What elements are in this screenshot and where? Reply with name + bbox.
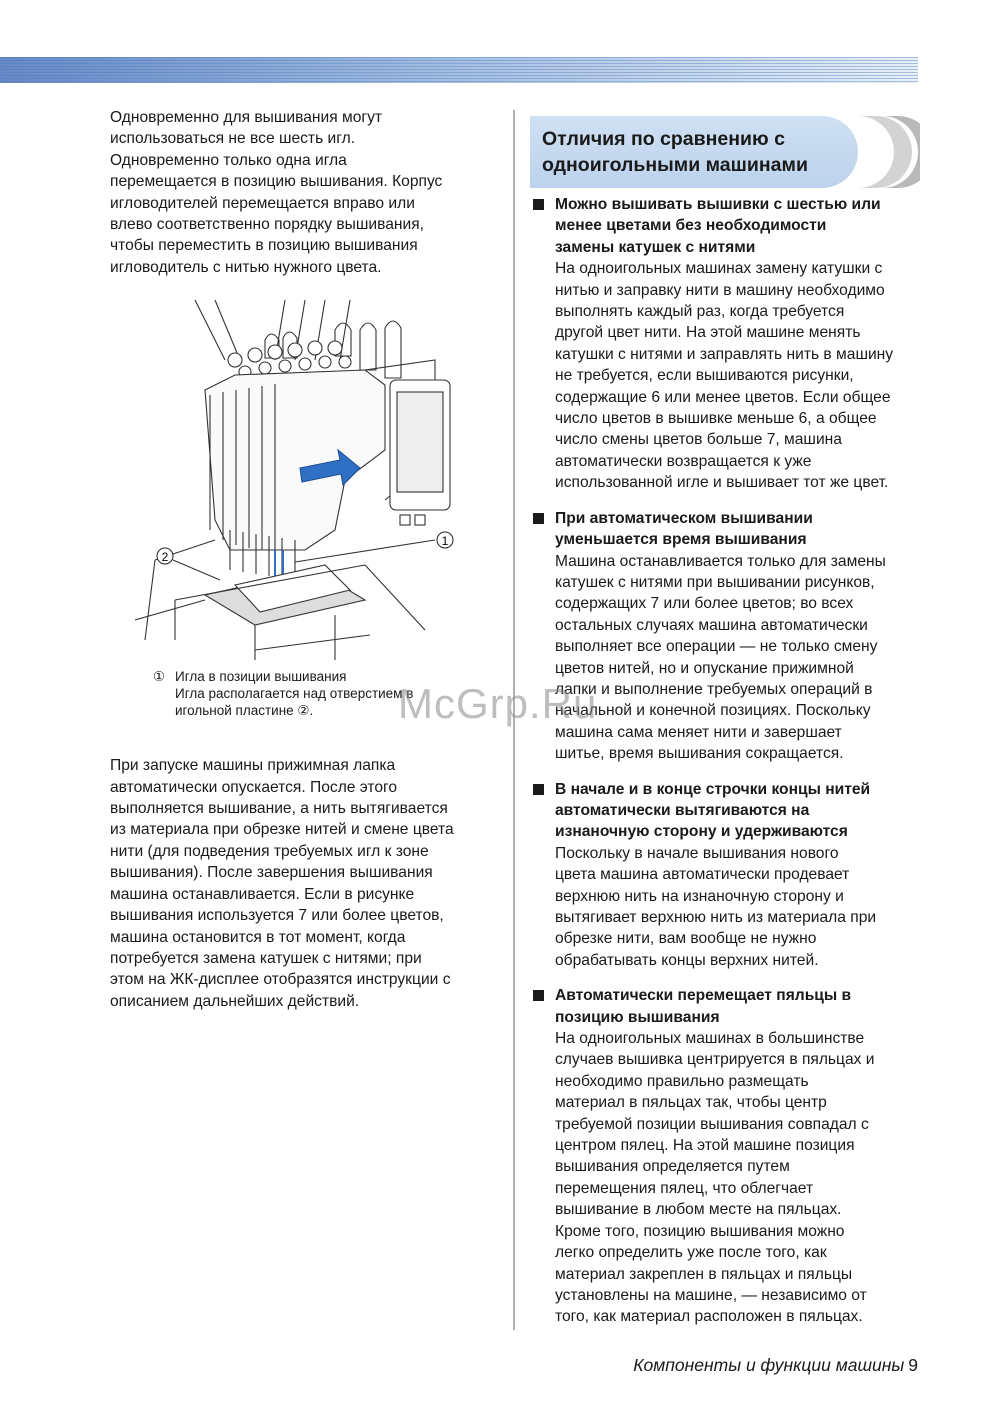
page-footer: [633, 1355, 918, 1376]
header-band: [0, 57, 918, 83]
section-heading: [530, 116, 920, 188]
body-paragraph: При запуске машины прижимная лапка автоматически опускается. После этого выполняется вышивание, а нить вытягивается из материала при обрезке нитей и смене цвета нити (для подведения требуемых игл к зоне вышивания). После завершения вышивания машина останавливается. Если в рисунке вышивания используется 7 или более цветов, машина остановится в тот момент, когда потребуется замена катушек с нитями; при этом на ЖК-дисплее отобразятся инструкции с описанием дальнейших действий.: [110, 757, 454, 1010]
feature-body: На одноигольных машинах в большинстве случаев вышивка центрируется в пяльцах и необходимо правильно размещать материал в пяльцах так, чтобы центр требуемой позиции вышивания совпадал с центром пялец. На этой машине позиция вышивания определяется путем перемещения пялец, что облегчает вышивание в любом месте на пяльцах. Кроме того, позицию вышивания можно легко определить уже после того, как материал закреплен в пяльцах и пяльцы установлены на машине, — независимо от того, как материал расположен в пяльцах.: [555, 1030, 875, 1326]
feature-body: На одноигольных машинах замену катушки с нитью и заправку нити в машину необходимо выполнять каждый раз, когда требуется другой цвет нити. На этой машине менять катушки с нитями и заправлять нить в машину не требуется, если вышиваются рисунки, содержащие 6 или менее цветов. Если общее число цветов в вышивке меньше 6, а общее число смены цветов больше 7, машина автоматически возвращается к уже использованной игле и вышивает тот же цвет.: [555, 260, 894, 492]
svg-text:2: 2: [161, 550, 169, 565]
feature-heading: Автоматически перемещает пяльцы в позицию вышивания: [555, 987, 852, 1026]
bullet-square-icon: [533, 990, 544, 1001]
callout-1: [437, 532, 453, 548]
section-title: Отличия по сравнению с одноигольными машинами: [542, 128, 808, 176]
machine-figure: [135, 300, 505, 660]
feature-item: [530, 779, 920, 972]
bullet-square-icon: [533, 199, 544, 210]
feature-heading: В начале и в конце строчки концы нитей автоматически вытягиваются на изнаночную сторону и удерживаются: [555, 780, 871, 841]
page-number: 9: [908, 1355, 918, 1375]
caption-title: Игла в позиции вышивания: [175, 669, 347, 685]
right-column: [530, 116, 920, 1342]
watermark: McGrp.Ru: [398, 680, 598, 727]
feature-body: Поскольку в начале вышивания нового цвета машина автоматически продевает верхнюю нить на изнаночную сторону и вытягивает верхнюю нить из материала при обрезке нити, вам вообще не нужно обрабатывать концы верхних нитей.: [555, 844, 877, 969]
feature-heading: Можно вышивать вышивки с шестью или менее цветами без необходимости замены катушек с нитями: [555, 196, 881, 256]
feature-body: Машина останавливается только для замены катушек с нитями при вышивании рисунков, содержащих 7 или более цветов; во всех остальных случаях машина автоматически выполняет все операции — не только смену цветов нитей, но и опускание прижимной лапки и выполнение требуемых операций в начальной и конечной позициях. Поскольку машина сама меняет нити и завершает шитье, время вышивания сокращается.: [555, 552, 886, 763]
intro-paragraph: Одновременно для вышивания могут использоваться не все шесть игл. Одновременно только одна игла перемещается в позицию вышивания. Корпус игловодителей перемещается вправо или влево соответственно порядку вышивания, чтобы переместить в позицию вышивания игловодитель с нитью нужного цвета.: [110, 109, 443, 276]
embroidery-machine-illustration: [135, 300, 505, 660]
footer-section-name: Компоненты и функции машины: [633, 1355, 905, 1375]
caption-line-2: Игла располагается над отверстием в: [175, 686, 414, 702]
caption-number: ①: [153, 669, 166, 685]
svg-text:1: 1: [441, 534, 449, 549]
caption-line-3: игольной пластине ②.: [175, 703, 314, 719]
left-column: [110, 107, 505, 1012]
feature-item: [530, 194, 920, 494]
section-heading-arc-icon: [848, 116, 920, 188]
feature-item: [530, 985, 920, 1328]
bullet-square-icon: [533, 784, 544, 795]
feature-heading: При автоматическом вышивании уменьшается время вышивания: [555, 509, 813, 549]
callout-2: [157, 548, 173, 564]
bullet-square-icon: [533, 513, 544, 524]
